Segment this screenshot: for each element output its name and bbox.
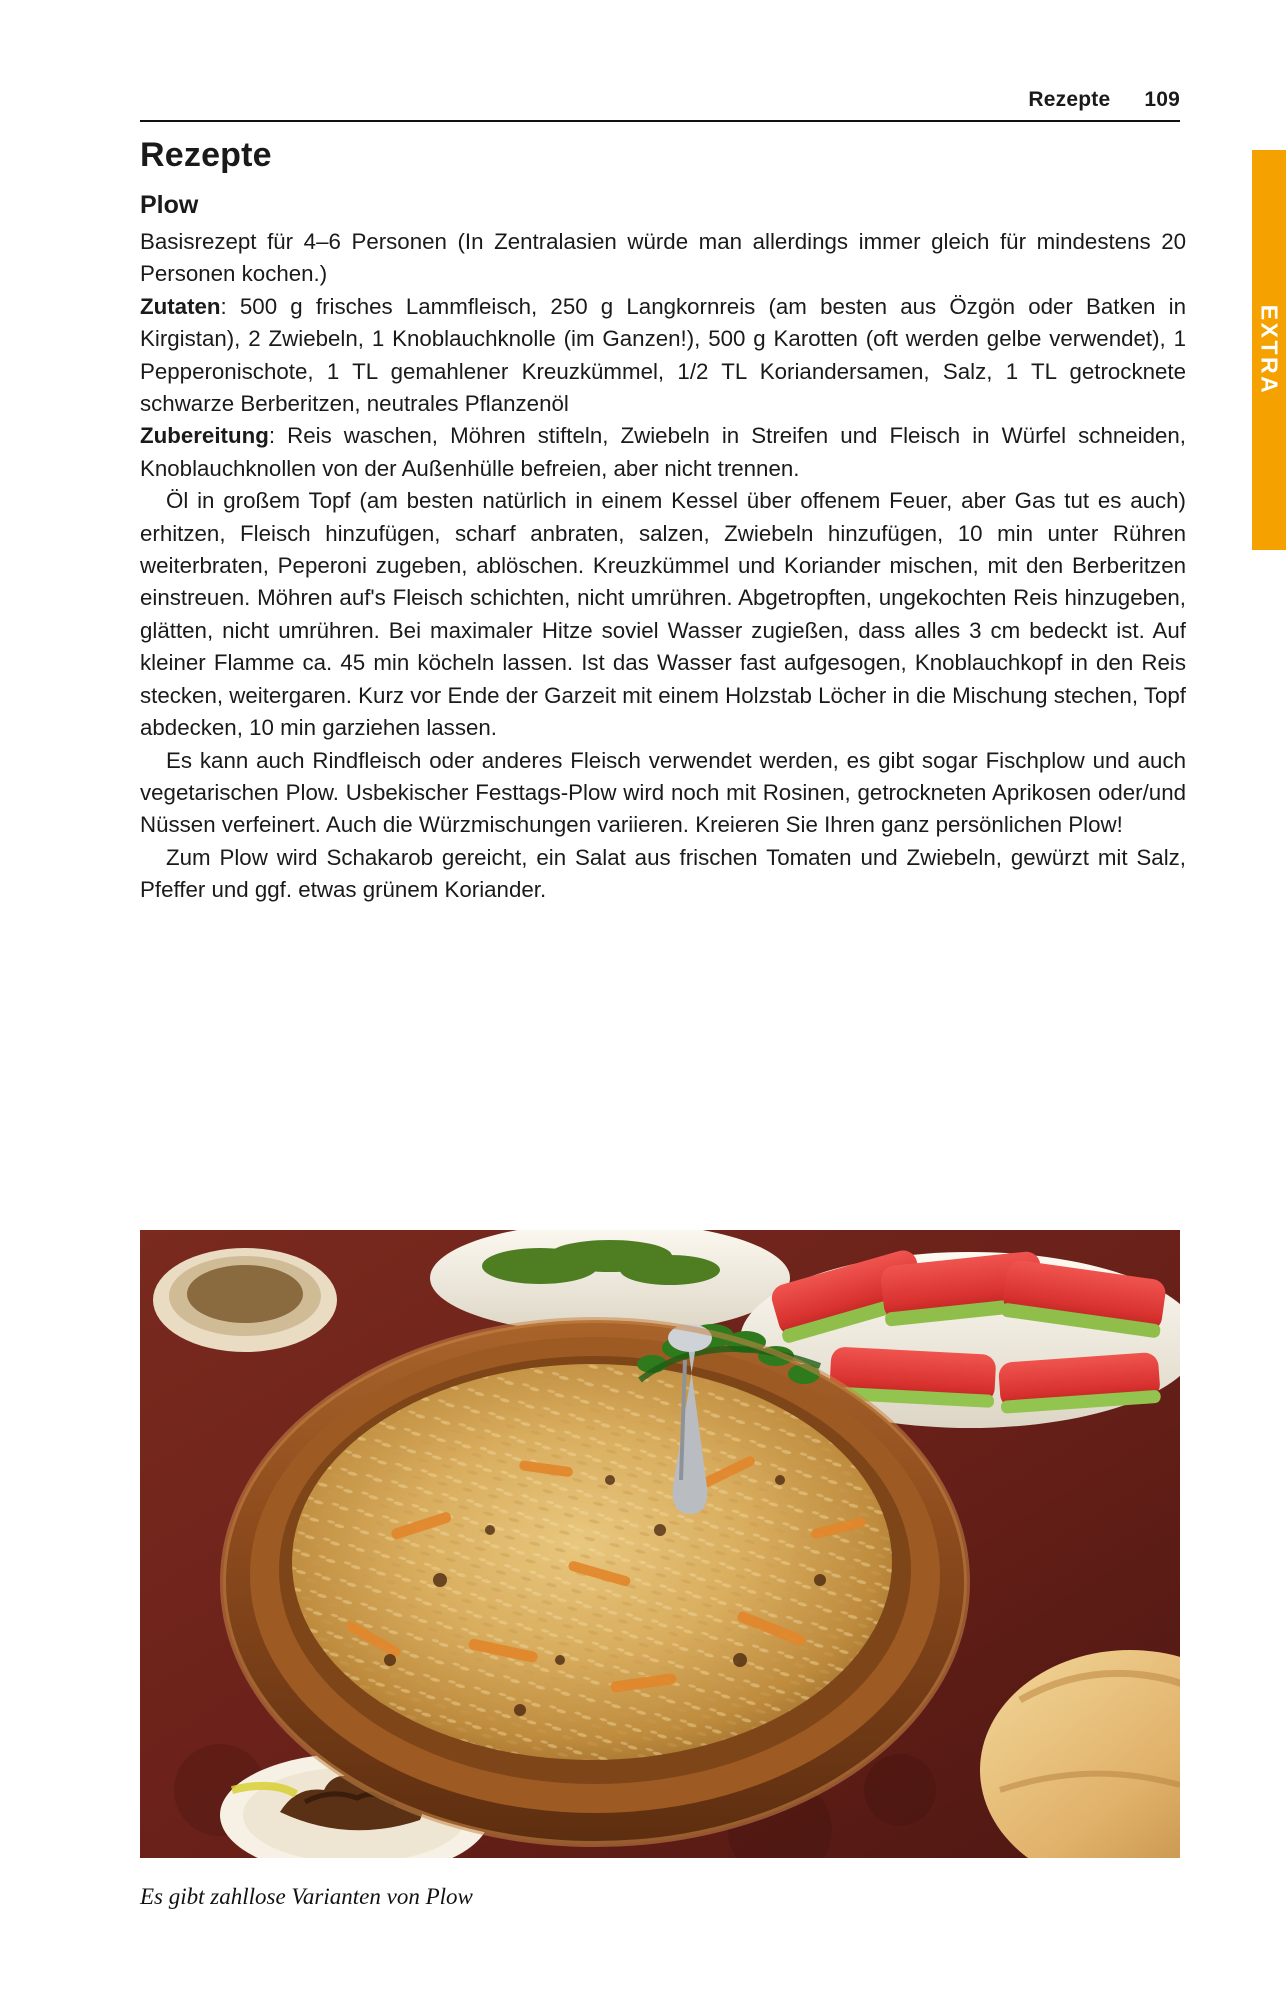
running-head-title: Rezepte (1028, 88, 1111, 111)
preparation-label: Zubereitung (140, 423, 269, 449)
preparation-text: : Reis waschen, Möhren stifteln, Zwiebeln in Streifen und Fleisch in Würfel schneiden, Knoblauchknollen von der Außenhülle befreien, aber nicht trennen. (140, 423, 1186, 481)
recipe-ingredients (140, 291, 1186, 421)
header-divider (140, 120, 1180, 122)
figure-caption: Es gibt zahllose Varianten von Plow (140, 1884, 473, 1909)
running-head (140, 88, 1180, 112)
recipe-paragraph-3: Zum Plow wird Schakarob gereicht, ein Salat aus frischen Tomaten und Zwiebeln, gewürzt mit Salz, Pfeffer und ggf. etwas grünem Koriander. (140, 844, 1186, 903)
page-title: Rezepte (140, 136, 272, 174)
recipe-paragraph-1: Öl in großem Topf (am besten natürlich in einem Kessel über offenem Feuer, aber Gas tut es auch) erhitzen, Fleisch hinzufügen, scharf anbraten, salzen, Zwiebeln hinzufügen, 10 min unter Rühren weiterbraten, Peperoni zugeben, ablöschen. Kreuzkümmel und Koriander mischen, mit den Berberitzen einstreuen. Möhren auf's Fleisch schichten, nicht umrühren. Abgetropften, ungekochten Reis hinzugeben, glätten, nicht umrühren. Bei maximaler Hitze soviel Wasser zugießen, dass alles 3 cm bedeckt ist. Auf kleiner Flamme ca. 45 min köcheln lassen. Ist das Wasser fast aufgesogen, Knoblauchkopf in den Reis stecken, weitergaren. Kurz vor Ende der Garzeit mit einem Holzstab Löcher in die Mischung stechen, Topf abdecken, 10 min garziehen lassen. (140, 488, 1186, 741)
side-tab-extra (1252, 150, 1286, 550)
ingredients-text: : 500 g frisches Lammfleisch, 250 g Langkornreis (am besten aus Özgön oder Batken in Kirgistan), 2 Zwiebeln, 1 Knoblauchknolle (im Ganzen!), 500 g Karotten (oft werden gelbe verwendet), 1 Pepperonischote, 1 TL gemahlener Kreuzkümmel, 1/2 TL Koriandersamen, Salz, 1 TL getrocknete schwarze Berberitzen, neutrales Pflanzenöl (140, 293, 1186, 417)
side-tab-label: EXTRA (1256, 304, 1283, 396)
recipe-intro: Basisrezept für 4–6 Personen (In Zentralasien würde man allerdings immer gleich für mindestens 20 Personen kochen.) (140, 229, 1186, 287)
recipe-photo (140, 1230, 1180, 1858)
page-number: 109 (1144, 88, 1180, 111)
recipe-title: Plow (140, 191, 199, 219)
recipe-preparation (140, 420, 1186, 485)
ingredients-label: Zutaten (140, 293, 221, 319)
text-column (140, 136, 1186, 907)
recipe-paragraph-2: Es kann auch Rindfleisch oder anderes Fleisch verwendet werden, es gibt sogar Fischplow und auch vegetarischen Plow. Usbekischer Festtags-Plow wird noch mit Rosinen, getrockneten Aprikosen oder/und Nüssen verfeinert. Auch die Würzmischungen variieren. Kreieren Sie Ihren ganz persönlichen Plow! (140, 747, 1186, 838)
